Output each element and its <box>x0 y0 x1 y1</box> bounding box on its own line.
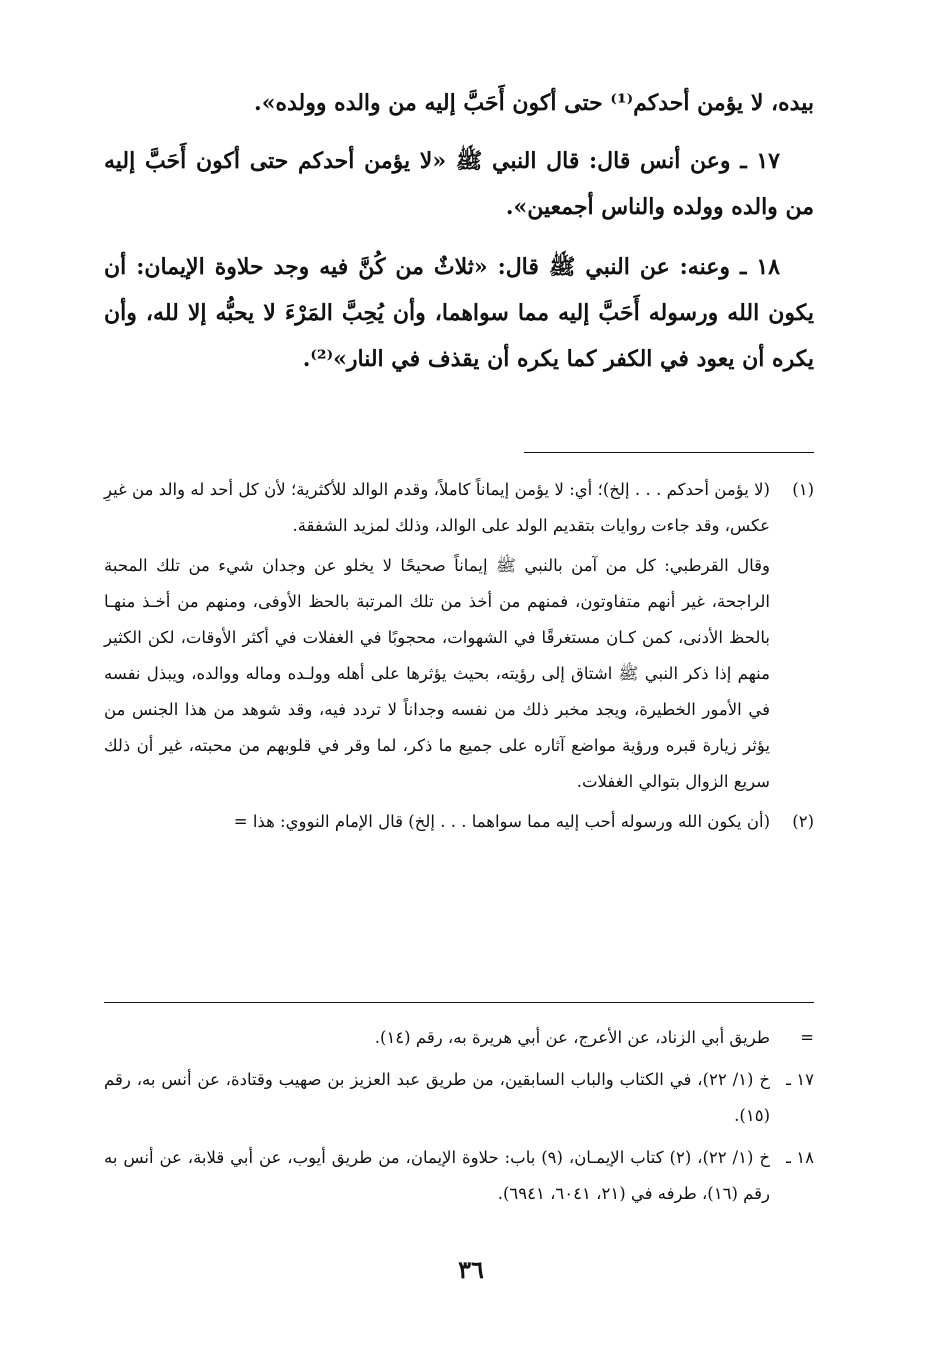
footnote-separator <box>524 452 814 453</box>
footnote-1-continued: وقال القرطبي: كل من آمن بالنبي ﷺ إيماناً صحيحًا لا يخلو عن وجدان شيء من تلك المحبة الراجحة، غير أنهم متفاوتون، فمنهم من أخذ من تلك المرتبة بالحظ الأوفى، ومنهم من أخـذ منهـا بالحظ الأدنى، كمن كـان مستغرقًا في الشهوات، محجوبًا في الغفلات في أكثر الأوقات، لكن الكثير منهم إذا ذكر النبي ﷺ اشتاق إلى رؤيته، بحيث يؤثرها على أهله وولـده وماله ووالده، ويبذل نفسه في الأمور الخطيرة، ويجد مخبر ذلك من نفسه وجداناً لا تردد فيه، وقد شوهد من هذا الجنس من يؤثر زيارة قبره ورؤية مواضع آثاره على جميع ما ذكر، لما وقر في قلوبهم من محبته، غير أن ذلك سريع الزوال بتوالي الغفلات. <box>104 556 770 791</box>
source-18 <box>104 1140 814 1212</box>
page-body <box>104 80 814 1203</box>
page-number: ٣٦ <box>458 1255 484 1284</box>
source-continuation <box>104 1020 814 1056</box>
source-17 <box>104 1062 814 1134</box>
footnote-1 <box>104 472 814 544</box>
source-marker: ١٨ ـ <box>786 1148 814 1167</box>
main-paragraph-continuation: بيده، لا يؤمن أحدكم⁽¹⁾ حتى أكون أَحَبَّ إليه من والده وولده». <box>254 90 814 116</box>
footnote-text: (أن يكون الله ورسوله أحب إليه مما سواهما . . . إلخ) قال الإمام النووي: هذا = <box>233 812 770 831</box>
source-text: طريق أبي الزناد، عن الأعرج، عن أبي هريرة به، رقم (١٤). <box>374 1028 770 1047</box>
source-text: خ (١/ ٢٢)، (٢) كتاب الإيمـان، (٩) باب: حلاوة الإيمان، من طريق أيوب، عن أبي قلابة، عن أنس به رقم (١٦)، طرفه في (٢١، ٦٠٤١، ٦٩٤١). <box>104 1148 770 1203</box>
source-text: خ (١/ ٢٢)، في الكتاب والباب السابقين، من طريق عبد العزيز بن صهيب وقتادة، عن أنس به، رقم (١٥). <box>104 1070 770 1125</box>
footnote-number: (٢) <box>792 812 814 831</box>
hadith-17 <box>104 138 814 230</box>
hadith-18 <box>104 244 814 382</box>
footnote-number: (١) <box>792 480 814 499</box>
source-marker: = <box>800 1028 814 1047</box>
source-references <box>104 1020 814 1218</box>
main-text <box>104 80 814 382</box>
footnote-text: (لا يؤمن أحدكم . . . إلخ)؛ أي: لا يؤمن إيماناً كاملاً، وقدم الوالد للأكثرية؛ لأن كل أحد له والد من غيرِ عكس، وقد جاءت روايات بتقديم الولد على الوالد، وذلك لمزيد الشفقة. <box>104 480 770 535</box>
footnote-2 <box>104 804 814 840</box>
hadith-17-text: ١٧ ـ وعن أنس قال: قال النبي ﷺ «لا يؤمن أحدكم حتى أكون أَحَبَّ إليه من والده وولده والناس أجمعين». <box>104 148 814 220</box>
hadith-18-text: ١٨ ـ وعنه: عن النبي ﷺ قال: «ثلاثٌ من كُنَّ فيه وجد حلاوة الإيمان: أن يكون الله ورسوله أَحَبَّ إليه مما سواهما، وأن يُحِبَّ المَرْءَ لا يحبُّه إلا لله، وأن يكره أن يعود في الكفر كما يكره أن يقذف في النار»⁽²⁾. <box>104 254 814 372</box>
source-marker: ١٧ ـ <box>786 1070 814 1089</box>
footnotes <box>104 472 814 844</box>
sources-separator <box>104 1002 814 1003</box>
